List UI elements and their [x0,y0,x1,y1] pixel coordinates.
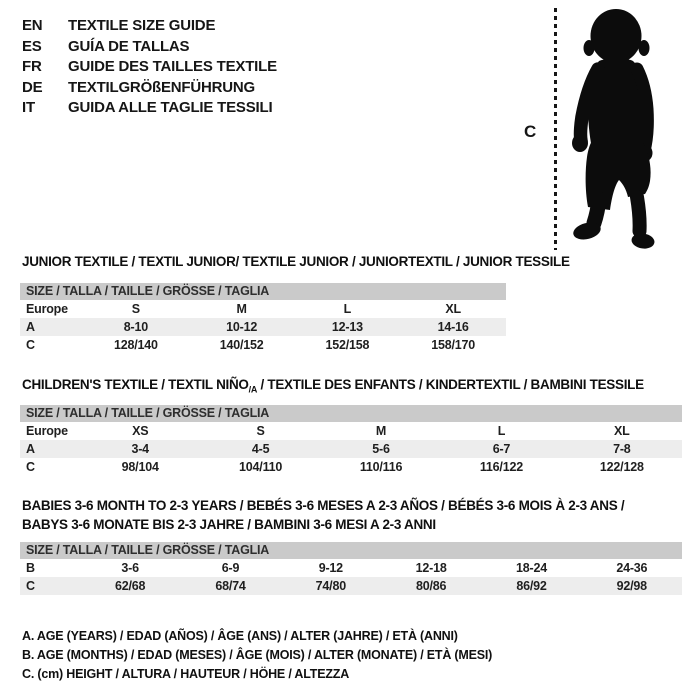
language-row-de [22,78,277,99]
language-label: TEXTILE SIZE GUIDE [68,17,216,34]
language-row-fr [22,57,277,78]
height-cell: 110/116 [359,460,403,474]
height-cell: 116/122 [479,460,523,474]
row-label: B [26,561,35,575]
size-cell: XL [614,424,630,438]
children-title-suffix: / TEXTILE DES ENFANTS / KINDERTEXTIL / BAMBINI TESSILE [257,377,644,392]
months-cell: 9-12 [318,561,343,575]
language-row-en [22,16,277,37]
age-cell: 10-12 [226,320,258,334]
language-code: FR [22,58,42,75]
language-code: ES [22,37,42,55]
age-cell: 8-10 [123,320,148,334]
height-cell: 104/110 [239,460,283,474]
babies-title-line2: BABYS 3-6 MONATE BIS 2-3 JAHRE / BAMBINI 3-6 MESI A 2-3 ANNI [22,516,436,532]
months-cell: 12-18 [415,561,447,575]
height-cell: 92/98 [616,579,647,593]
age-cell: 3-4 [131,442,149,456]
row-label: Europe [26,302,68,316]
language-code: IT [22,99,35,116]
size-cell: L [343,302,352,316]
size-cell: S [256,424,265,438]
size-cell: XS [132,424,149,438]
table-row-age [20,318,506,336]
language-label: GUÍA DE TALLAS [68,37,190,55]
table-row-europe [20,422,682,440]
language-label: GUIDA ALLE TAGLIE TESSILI [68,99,273,116]
size-header-band: SIZE / TALLA / TAILLE / GRÖSSE / TAGLIA [20,283,506,300]
height-cell: 74/80 [315,579,346,593]
height-cell: 80/86 [416,579,447,593]
language-label: GUIDE DES TAILLES TEXTILE [68,58,277,75]
language-code: EN [22,17,43,34]
row-label: C [26,338,35,352]
size-cell: S [131,302,140,316]
junior-size-table [20,283,506,354]
months-cell: 18-24 [515,561,547,575]
row-label: A [26,320,35,334]
row-label: A [26,442,35,456]
age-cell: 7-8 [613,442,631,456]
table-row-age-months [20,559,682,577]
size-cell: L [497,424,506,438]
junior-table-title: JUNIOR TEXTILE / TEXTIL JUNIOR/ TEXTILE JUNIOR / JUNIORTEXTIL / JUNIOR TESSILE [22,254,570,269]
age-cell: 4-5 [251,442,270,456]
toddler-silhouette-icon [565,3,670,251]
language-code: DE [22,78,43,96]
footnote-age-years: A. AGE (YEARS) / EDAD (AÑOS) / ÂGE (ANS) / ALTER (JAHRE) / ETÀ (ANNI) [22,629,458,643]
age-cell: 5-6 [372,442,390,456]
language-list [22,16,277,119]
row-label: Europe [26,424,68,438]
size-cell: M [236,302,247,316]
language-label: TEXTILGRÖßENFÜHRUNG [68,78,256,96]
height-cell: 128/140 [113,338,158,352]
height-cell: 62/68 [115,579,146,593]
children-title-prefix: CHILDREN'S TEXTILE / TEXTIL NIÑO [22,377,249,392]
height-cell: 152/158 [325,338,370,352]
age-cell: 6-7 [492,442,511,456]
babies-table-title [22,497,624,534]
height-cell: 86/92 [516,579,547,593]
height-cell: 140/152 [219,338,264,352]
months-cell: 3-6 [121,561,139,575]
children-title-subscript: /A [248,384,258,395]
months-cell: 6-9 [221,561,240,575]
language-row-it [22,98,277,119]
legend-footnotes [22,627,492,684]
age-cell: 12-13 [331,320,363,334]
size-header-band: SIZE / TALLA / TAILLE / GRÖSSE / TAGLIA [20,405,682,422]
babies-size-table [20,542,682,595]
height-dashed-line [554,8,557,250]
table-row-height [20,458,682,476]
height-cell: 158/170 [431,338,476,352]
height-measure-label: C [524,122,537,141]
table-row-europe [20,300,506,318]
table-row-height [20,336,506,354]
size-header-band: SIZE / TALLA / TAILLE / GRÖSSE / TAGLIA [20,542,682,559]
height-cell: 68/74 [215,579,246,593]
language-row-es [22,37,277,58]
babies-title-line1: BABIES 3-6 MONTH TO 2-3 YEARS / BEBÉS 3-6 MESES A 2-3 AÑOS / BÉBÉS 3-6 MOIS À 2-3 ANS / [22,498,625,513]
height-cell: 98/104 [121,460,159,474]
height-cell: 122/128 [599,460,644,474]
table-row-age [20,440,682,458]
children-size-table [20,405,682,476]
footnote-age-months: B. AGE (MONTHS) / EDAD (MESES) / ÂGE (MOIS) / ALTER (MONATE) / ETÀ (MESI) [22,648,493,662]
footnote-height-cm: C. (cm) HEIGHT / ALTURA / HAUTEUR / HÖHE / ALTEZZA [22,667,350,681]
row-label: C [26,579,35,593]
size-cell: M [375,424,387,438]
age-cell: 14-16 [437,320,469,334]
row-label: C [26,460,35,474]
children-table-title [22,377,644,395]
size-cell: XL [445,302,461,316]
table-row-height [20,577,682,595]
months-cell: 24-36 [616,561,648,575]
